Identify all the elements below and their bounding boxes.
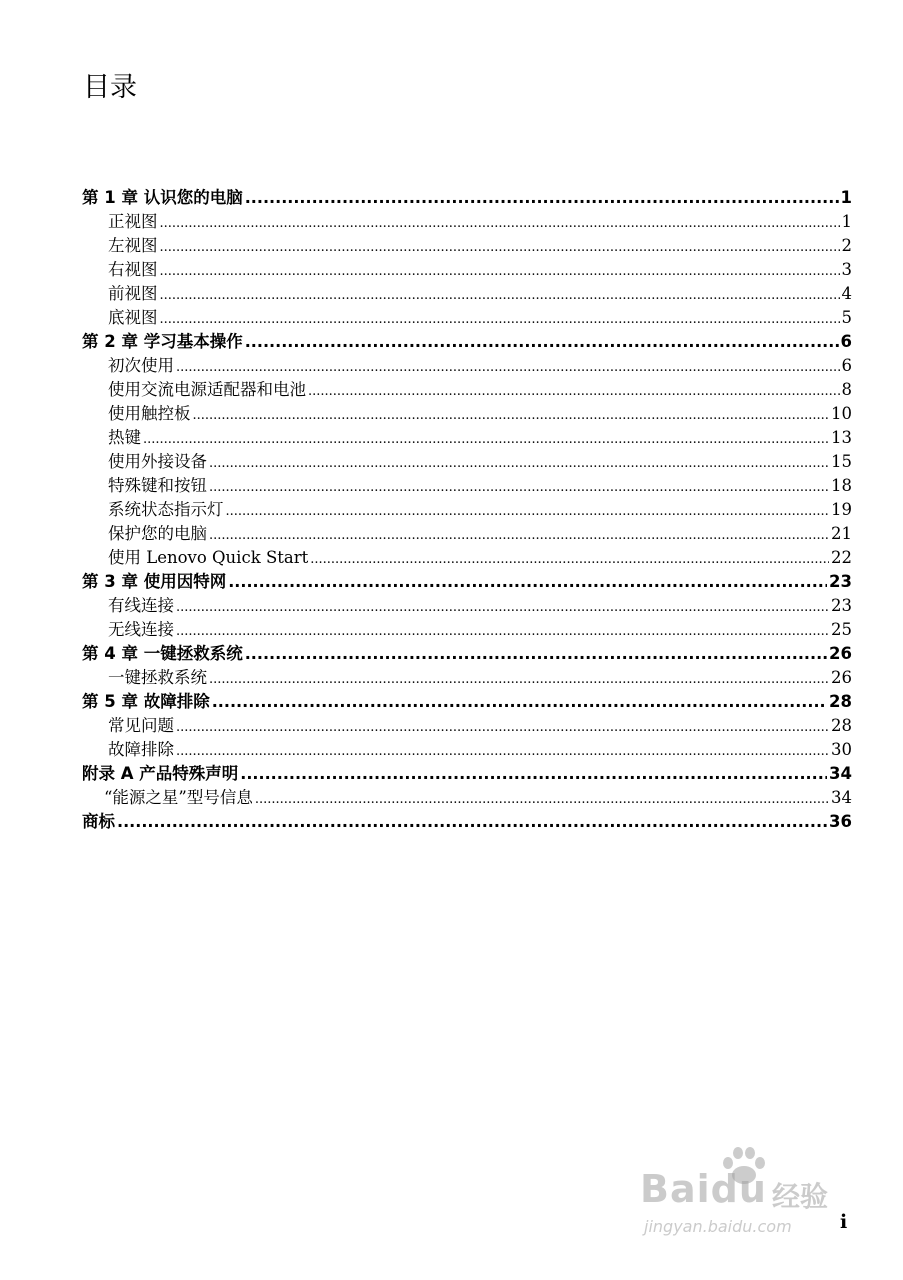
dot-leader [160,241,840,254]
toc-entry-title: 特殊键和按钮 [108,476,207,495]
toc-entry-page: 22 [831,548,852,567]
dot-leader [226,505,830,518]
toc-section-entry[interactable] [82,232,852,256]
toc-section-entry[interactable] [82,520,852,544]
toc-section-entry[interactable] [82,424,852,448]
toc-section-entry[interactable] [82,496,852,520]
toc-section-entry[interactable] [82,592,852,616]
dot-leader [176,745,829,758]
toc-entry-page: 36 [829,812,852,831]
toc-entry-title: 常见问题 [108,716,174,735]
toc-entry-page: 3 [841,260,852,279]
toc-section-entry[interactable] [82,352,852,376]
dot-leader [160,217,840,230]
toc-entry-title: 第 1 章 认识您的电脑 [82,188,243,207]
dot-leader [255,793,829,806]
toc-entry-title: 附录 A 产品特殊声明 [82,764,239,783]
toc-entry-title: 第 4 章 一键拯救系统 [82,644,243,663]
toc-entry-title: 使用交流电源适配器和电池 [108,380,306,399]
toc-chapter-entry[interactable] [82,568,852,592]
dot-leader [160,313,840,326]
dot-leader [143,433,829,446]
toc-entry-page: 23 [829,572,852,591]
toc-entry-title: 第 3 章 使用因特网 [82,572,227,591]
toc-section-entry[interactable] [82,304,852,328]
toc-entry-page: 13 [831,428,852,447]
page-number: i [840,1211,848,1233]
toc-section-entry[interactable] [82,280,852,304]
toc-entry-title: 右视图 [108,260,158,279]
toc-entry-title: 初次使用 [108,356,174,375]
toc-entry-page: 34 [829,764,852,783]
toc-section-entry[interactable] [82,448,852,472]
toc-entry-title: 使用外接设备 [108,452,207,471]
watermark-brand: Baidu [640,1167,767,1211]
toc-entry-title: 故障排除 [108,740,174,759]
toc-entry-page: 26 [829,644,852,663]
toc-entry-title: 底视图 [108,308,158,327]
toc-entry-title: 热键 [108,428,141,447]
toc-section-entry[interactable] [82,664,852,688]
watermark-url: jingyan.baidu.com [644,1217,792,1236]
toc-entry-title: 保护您的电脑 [108,524,207,543]
dot-leader [310,553,829,566]
toc-entry-title: 左视图 [108,236,158,255]
dot-leader [228,574,827,590]
toc-entry-page: 28 [831,716,852,735]
toc-entry-page: 30 [831,740,852,759]
toc-section-entry[interactable] [82,256,852,280]
toc-section-entry[interactable] [82,472,852,496]
toc-entry-title: 第 5 章 故障排除 [82,692,210,711]
baidu-watermark [640,1145,850,1245]
toc-chapter-entry[interactable] [82,184,852,208]
toc-entry-title: 一键拯救系统 [108,668,207,687]
toc-entry-title: 正视图 [108,212,158,231]
toc-entry-page: 1 [840,188,852,207]
toc-chapter-entry[interactable] [82,328,852,352]
dot-leader [176,361,840,374]
dot-leader [245,334,839,350]
toc-chapter-entry[interactable] [82,688,852,712]
dot-leader [176,721,829,734]
dot-leader [209,481,829,494]
dot-leader [160,289,840,302]
watermark-experience: 经验 [772,1180,829,1213]
toc-chapter-entry[interactable] [82,808,852,832]
toc-section-entry[interactable] [82,376,852,400]
dot-leader [212,694,827,710]
toc-entry-title: 使用 Lenovo Quick Start [108,548,309,567]
dot-leader [308,385,840,398]
toc-section-entry[interactable] [82,616,852,640]
toc-entry-page: 2 [841,236,852,255]
toc-entry-title: 无线连接 [108,620,174,639]
dot-leader [209,457,829,470]
toc-chapter-entry[interactable] [82,760,852,784]
toc-section-entry[interactable] [82,208,852,232]
toc-entry-page: 10 [831,404,852,423]
table-of-contents [82,184,852,832]
toc-entry-page: 1 [841,212,852,231]
toc-entry-page: 5 [841,308,852,327]
toc-entry-page: 25 [831,620,852,639]
toc-section-entry[interactable] [82,784,852,808]
toc-entry-page: 21 [831,524,852,543]
toc-entry-title: 系统状态指示灯 [108,500,224,519]
toc-section-entry[interactable] [82,544,852,568]
toc-entry-page: 15 [831,452,852,471]
dot-leader [209,673,829,686]
toc-entry-page: 34 [831,788,852,807]
toc-entry-title: 第 2 章 学习基本操作 [82,332,243,351]
toc-section-entry[interactable] [82,736,852,760]
toc-entry-title: 有线连接 [108,596,174,615]
dot-leader [117,814,827,830]
toc-entry-page: 18 [831,476,852,495]
toc-entry-page: 8 [841,380,852,399]
toc-entry-page: 4 [841,284,852,303]
toc-entry-page: 23 [831,596,852,615]
toc-entry-title: “能源之星”型号信息 [104,788,253,807]
toc-entry-title: 使用触控板 [108,404,191,423]
toc-entry-page: 6 [840,332,852,351]
toc-entry-title: 前视图 [108,284,158,303]
dot-leader [160,265,840,278]
toc-section-entry[interactable] [82,400,852,424]
dot-leader [176,601,829,614]
toc-section-entry[interactable] [82,712,852,736]
dot-leader [245,190,839,206]
dot-leader [176,625,829,638]
dot-leader [240,766,827,782]
dot-leader [209,529,829,542]
toc-entry-title: 商标 [82,812,115,831]
dot-leader [245,646,827,662]
page-title: 目录 [83,72,137,103]
toc-chapter-entry[interactable] [82,640,852,664]
toc-entry-page: 26 [831,668,852,687]
toc-entry-page: 19 [831,500,852,519]
dot-leader [193,409,830,422]
toc-entry-page: 6 [841,356,852,375]
toc-entry-page: 28 [829,692,852,711]
